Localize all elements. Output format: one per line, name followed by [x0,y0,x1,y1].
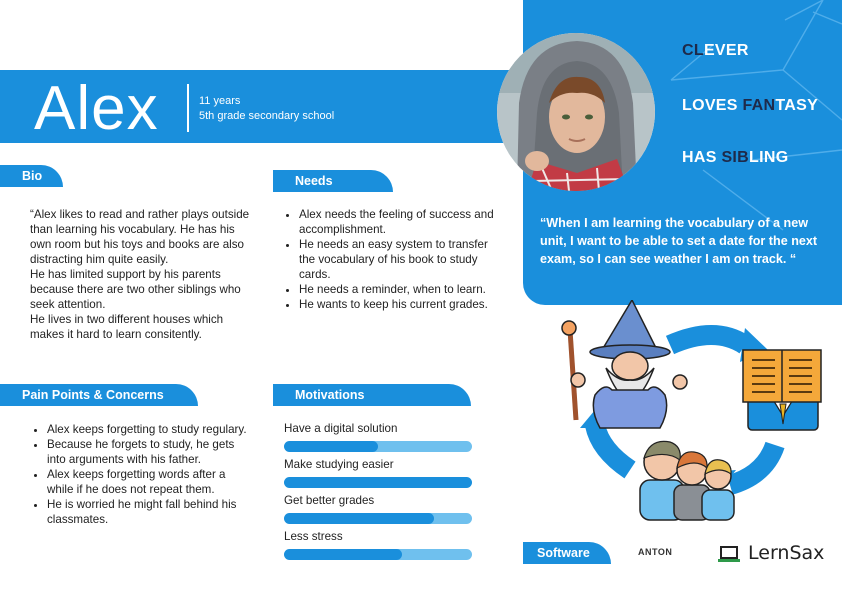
book-icon [743,350,821,430]
trait-text: TASY [775,97,819,114]
lernsax-logo: LernSax [748,542,825,564]
list-item: • He wants to keep his current grades. [299,297,498,312]
bio-paragraph: He lives in two different houses which makes it hard to learn consitently. [30,313,224,341]
anton-logo: ANTON [638,547,673,557]
list-item: • He needs an easy system to transfer the vocabulary of his book to study cards. [299,237,498,282]
pain-points-list [32,422,252,527]
trait-text: LOVES [682,97,743,114]
cycle-arrow-left [595,425,630,470]
trait-highlight: SIB [721,149,750,166]
motivation-label: Get better grades [284,494,375,507]
list-item: • He needs a reminder, when to learn. [299,282,498,297]
bio-tab [0,165,63,187]
persona-quote: “When I am learning the vocabulary of a new unit, I want to be able to set a date for the next exam, so I can see weather I am on track. “ [540,216,818,266]
bio-text [30,207,252,342]
needs-tab [273,170,393,192]
trait-has-sibling [682,149,788,167]
motivation-label: Have a digital solution [284,422,398,435]
trait-highlight: FAN [742,97,776,114]
persona-illustration [540,300,830,525]
motivation-bar-fill [284,441,378,452]
trait-text: HAS [682,149,722,166]
list-item: • Alex needs the feeling of success and accomplishment. [299,207,498,237]
motivation-bar-fill [284,477,472,488]
motivation-label: Make studying easier [284,458,394,471]
list-item: • Alex keeps forgetting words after a while if he does not repeat them. [47,467,252,497]
list-item: • Because he forgets to study, he gets into arguments with his father. [47,437,252,467]
list-item: • Alex keeps forgetting to study regulary. [47,422,252,437]
name-divider [187,84,189,132]
persona-photo [497,33,655,191]
software-tab [523,542,611,564]
motivation-bar-fill [284,513,434,524]
motivation-bar [284,513,472,524]
motivation-bar [284,549,472,560]
bio-paragraph: “Alex likes to read and rather plays outside than learning his vocabulary. He has his own room but his toys and books are also distracting him quite easily. [30,208,250,266]
bio-title: Bio [22,169,43,183]
needs-title: Needs [295,174,333,188]
trait-text: LING [749,149,789,166]
motivation-bar-fill [284,549,402,560]
software-title: Software [537,546,590,560]
pain-points-tab [0,384,198,406]
pain-points-title: Pain Points & Concerns [22,388,164,402]
bio-paragraph: He has limited support by his parents because there are two other siblings who seek attention. [30,268,241,311]
persona-name: Alex [34,74,159,143]
motivations-tab [273,384,471,406]
cycle-arrow-right [730,445,775,485]
siblings-icon [640,441,734,520]
wizard-icon [562,300,687,428]
trait-loves-fantasy [682,97,818,115]
persona-age: 11 years [199,95,241,107]
persona-school: 5th grade secondary school [199,110,335,122]
cycle-arrow-top [670,335,745,345]
trait-text: EVER [703,42,749,59]
motivation-bar [284,441,472,452]
trait-highlight: CL [682,42,704,59]
needs-list [284,207,498,312]
motivations-title: Motivations [295,388,365,402]
trait-clever [682,42,749,60]
list-item: • He is worried he might fall behind his classmates. [47,497,252,527]
laptop-icon [718,545,740,568]
motivation-bar [284,477,472,488]
motivation-label: Less stress [284,530,343,543]
